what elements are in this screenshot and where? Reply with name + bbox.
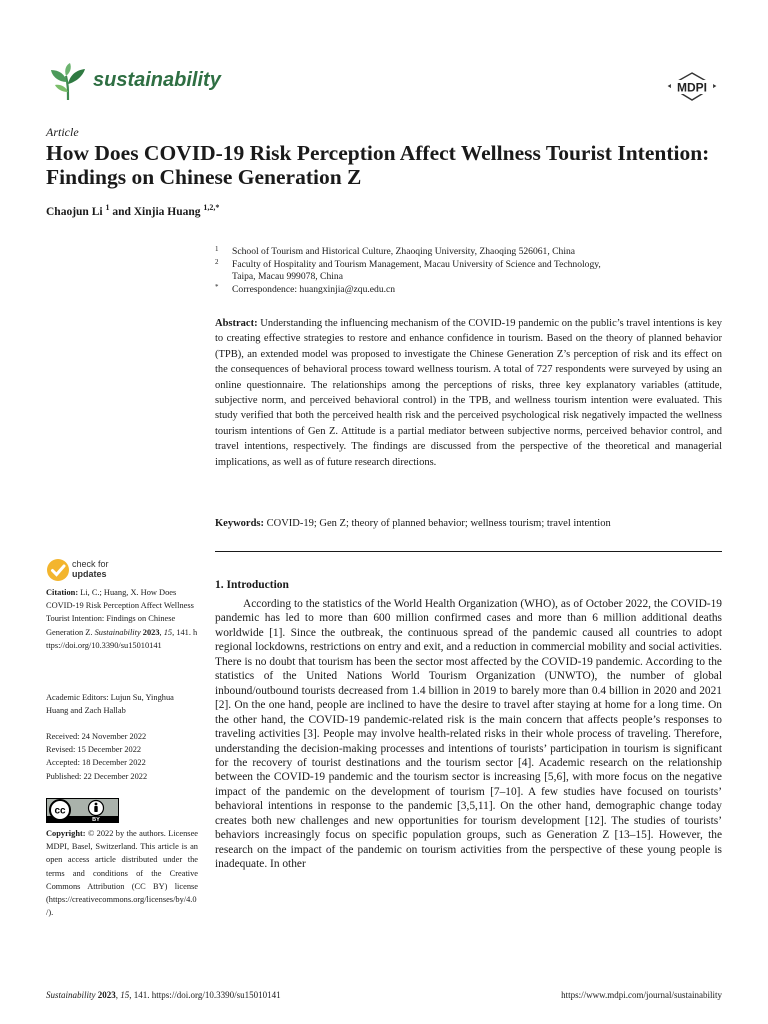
- copyright-block: [46, 827, 198, 919]
- affiliation-text: Faculty of Hospitality and Tourism Management, Macau University of Science and Technology,: [232, 259, 601, 270]
- author-joiner: and: [112, 205, 131, 218]
- check-for-updates-text: check for updates: [72, 559, 109, 579]
- received-date: Received: 24 November 2022: [46, 732, 147, 741]
- author-list: [46, 203, 219, 218]
- citation-volume: 15: [163, 627, 173, 637]
- keywords: [215, 518, 722, 529]
- editors-label: Academic Editors:: [46, 693, 109, 702]
- publisher-name: MDPI: [677, 80, 707, 95]
- citation-block: Citation: Li, C.; Huang, X. How Does COVID-19 Risk Perception Affect Wellness Tourist Intention: Findings on Chinese Generation Z. Sustainability 2023, 15, 141. https://doi.org/10.3390/su15010141: [46, 588, 198, 650]
- article-dates: [46, 730, 198, 783]
- paper-title: How Does COVID-19 Risk Perception Affect Wellness Tourist Intention: Findings on Chinese Generation Z: [46, 141, 710, 189]
- accepted-date: Accepted: 18 December 2022: [46, 758, 146, 768]
- author-affiliation-marker: 1: [105, 203, 110, 212]
- check-for-updates-badge[interactable]: [46, 557, 126, 585]
- revised-date: Revised: 15 December 2022: [46, 745, 142, 755]
- footer-journal: Sustainability: [46, 990, 96, 1000]
- citation-pages: , 141.: [172, 627, 191, 637]
- author-affiliation-marker: 1,2,*: [203, 203, 220, 212]
- journal-name[interactable]: sustainability: [93, 69, 221, 91]
- introduction-paragraph: According to the statistics of the World Health Organization (WHO), as of October 2022, the COVID-19 pandemic has led to more than 600 million confirmed cases and more than 6 million additional deaths worldwide [1]. Since the outbreak, the continuous spread of the pandemic caused all countries to adopt regional lockdowns, restrictions on entry and exit, and a reduction in commercial mobility and social activities. There is no doubt that tourism has been the sector most affected by the COVID-19 pandemic. According to the statistics of the United Nations World Tourism Organization (UNWTO), the number of global inbound/outbound tourists decreased from 1.4 billion in 2019 to barely more than 0.4 billion in 2020 and 2021 [2]. On the one hand, people are inclined to have the desire to travel after staying at home for a long time. On the other hand, the COVID-19 pandemic-related risk is the main concern that affects people’s responses to traveling activities [3]. People may involve health-related risks in their whole process of traveling. Therefore, understanding the decision-making processes and intentions of tourists’ participation in tourism is significant for the recovery of tourist destinations and the tourism sector [4]. Academic research on the relationship between the COVID-19 pandemic and the tourism sector is increasing [5,6], with more focus on the negative impact of the pandemic on the development of tourism [7–10]. A few studies have focused on tourists’ behavioral intentions in response to the pandemic [3,5,11]. On the other hand, demographic change today creates both new challenges and new opportunities for tourism development [12]. The studies of tourists’ behaviors increasingly focus on specific population groups, such as Generation Z [13–15]. However, the research on the impact of the pandemic on tourism activities from the perspective of these young people is inadequate. In other: [215, 598, 722, 871]
- keywords-label: Keywords:: [215, 518, 264, 529]
- copyright-label: Copyright:: [46, 829, 86, 838]
- journal-leaf-logo-icon: [46, 62, 90, 102]
- affiliation-number: 1: [215, 245, 219, 253]
- copyright-text: © 2022 by the authors. Licensee MDPI, Basel, Switzerland. This article is an open access article distributed under the terms and conditions of the Creative Commons Attribution (CC BY) license (https://creativecommons.org/licenses/by/4.0/).: [46, 829, 198, 918]
- citation-journal: Sustainability: [94, 627, 141, 637]
- citation-doi-link[interactable]: https://doi.org/10.3390/su15010141: [46, 627, 198, 650]
- check-for-updates-icon: [46, 558, 70, 582]
- correspondence-text[interactable]: Correspondence: huangxinjia@zqu.edu.cn: [232, 284, 396, 295]
- cc-by-license-icon[interactable]: [46, 798, 119, 823]
- cc-label: cc: [54, 805, 66, 817]
- footer-citation: Sustainability 2023, 15, 141. https://doi.org/10.3390/su15010141: [46, 990, 281, 1000]
- academic-editors: [46, 691, 198, 717]
- footer-doi[interactable]: , 141. https://doi.org/10.3390/su15010141: [129, 990, 281, 1000]
- keywords-text: COVID-19; Gen Z; theory of planned behavior; wellness tourism; travel intention: [266, 518, 611, 529]
- published-date: Published: 22 December 2022: [46, 771, 148, 781]
- abstract-label: Abstract:: [215, 318, 258, 329]
- citation-text: Li, C.; Huang, X. How Does COVID-19 Risk Perception Affect Wellness Tourist Intention: Findings on Chinese Generation Z.: [46, 588, 194, 637]
- abstract: [215, 316, 722, 470]
- affiliation-number: *: [215, 283, 219, 291]
- editors-text: Lujun Su, Yinghua Huang and Zach Hallab: [46, 693, 174, 716]
- affiliation-text: Taipa, Macau 999078, China: [232, 271, 343, 282]
- article-type: Article: [46, 125, 79, 139]
- citation-label: Citation:: [46, 588, 79, 597]
- affiliation-number: 2: [215, 258, 219, 266]
- footer-year: 2023: [97, 990, 116, 1000]
- author-name[interactable]: Xinjia Huang: [133, 205, 201, 218]
- cc-by-label: BY: [92, 817, 100, 823]
- footer-journal-url[interactable]: https://www.mdpi.com/journal/sustainability: [561, 990, 722, 1000]
- abstract-text: Understanding the influencing mechanism of the COVID-19 pandemic on the public’s travel intentions is key to creating effective strategies to restore and enhance confidence in tourism. Based on the theory of planned behavior (TPB), an extended model was proposed to investigate the Chinese Generation Z’s perception of risk and its effect on the consequences of behavioral process toward wellness tourism. A total of 727 respondents were surveyed by using an online questionnaire. The relationships among the perceptions of risks, three key explanatory variables (attitude, subjective norm, and perceived behavioral control) in the TPB, and wellness tourism intention were evaluated. This study verified that both the perceived health risk and the perceived psychological risk negatively impacted the wellness tourism intentions of Gen Z. Attitude is a partial mediator between subjective norms, perceived behavior control, and travel intentions, respectively. The findings are discussed from the perspective of the theoretical and managerial implications, as well as of future research directions.: [215, 318, 723, 468]
- mdpi-logo-icon[interactable]: [666, 72, 718, 102]
- section-heading: 1. Introduction: [215, 579, 289, 591]
- footer-volume: 15: [120, 990, 130, 1000]
- citation-year: 2023: [142, 627, 160, 637]
- author-name[interactable]: Chaojun Li: [46, 205, 103, 218]
- section-divider: [215, 551, 722, 552]
- affiliation-text: School of Tourism and Historical Culture, Zhaoqing University, Zhaoqing 526061, China: [232, 246, 576, 257]
